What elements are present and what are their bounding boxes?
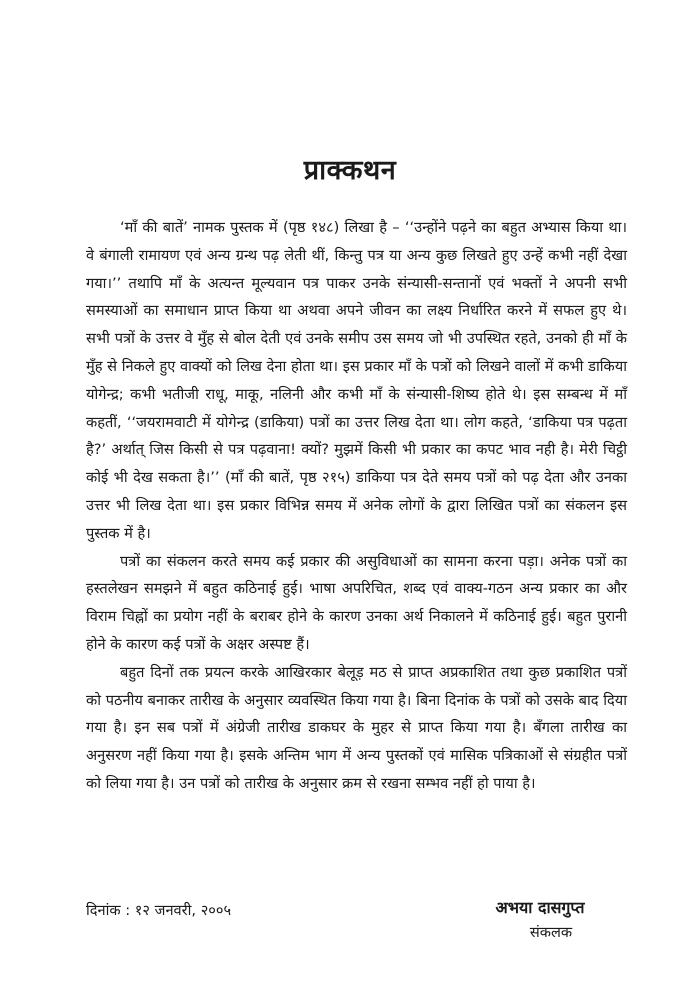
- page-title: प्राक्कथन: [303, 155, 397, 186]
- signature-role: संकलक: [529, 924, 573, 941]
- signature-block: [470, 896, 610, 942]
- preface-body: [86, 214, 627, 798]
- date-line: दिनांक : १२ जनवरी, २००५: [86, 902, 232, 919]
- paragraph-1: ‘माँ की बातें’ नामक पुस्तक में (पृष्ठ १४८) लिखा है – ‘‘उन्होंने पढ़ने का बहुत अभ्यास किया था। वे बंगाली रामायण एवं अन्य ग्रन्थ पढ़ लेती थीं, किन्तु पत्र या अन्य कुछ लिखते हुए उन्हें कभी नहीं देखा गया।’’ तथापि माँ के अत्यन्त मूल्यवान पत्र पाकर उनके संन्यासी-सन्तानों एवं भक्तों ने अपनी सभी समस्याओं का समाधान प्राप्त किया था अथवा अपने जीवन का लक्ष्य निर्धारित करने में सफल हुए थे। सभी पत्रों के उत्तर वे मुँह से बोल देती एवं उनके समीप उस समय जो भी उपस्थित रहते, उनको ही माँ के मुँह से निकले हुए वाक्यों को लिख देना होता था। इस प्रकार माँ के पत्रों को लिखने वालों में कभी डाकिया योगेन्द्र; कभी भतीजी राधू, माकू, नलिनी और कभी माँ के संन्यासी-शिष्य होते थे। इस सम्बन्ध में माँ कहतीं, ‘‘जयरामवाटी में योगेन्द्र (डाकिया) पत्रों का उत्तर लिख देता था। लोग कहते, ‘डाकिया पत्र पढ़ता है?’ अर्थात् जिस किसी से पत्र पढ़वाना! क्यों? मुझमें किसी भी प्रकार का कपट भाव नही है। मेरी चिट्ठी कोई भी देख सकता है।’’ (माँ की बातें, पृष्ठ २१५) डाकिया पत्र देते समय पत्रों को पढ़ देता और उनका उत्तर भी लिख देता था। इस प्रकार विभिन्न समय में अनेक लोगों के द्वारा लिखित पत्रों का संकलन इस पुस्तक में है।: [86, 219, 627, 542]
- paragraph-3: बहुत दिनों तक प्रयत्न करके आखिरकार बेलूड़ मठ से प्राप्त अप्रकाशित तथा कुछ प्रकाशित पत्रों को पठनीय बनाकर तारीख के अनुसार व्यवस्थित किया गया है। बिना दिनांक के पत्रों को उसके बाद दिया गया है। इन सब पत्रों में अंग्रेजी तारीख डाकघर के मुहर से प्राप्त किया गया है। बँगला तारीख का अनुसरण नहीं किया गया है। इसके अन्तिम भाग में अन्य पुस्तकों एवं मासिक पत्रिकाओं से संग्रहीत पत्रों को लिया गया है। उन पत्रों को तारीख के अनुसार क्रम से रखना सम्भव नहीं हो पाया है।: [86, 663, 627, 792]
- paragraph-2: पत्रों का संकलन करते समय कई प्रकार की असुविधाओं का सामना करना पड़ा। अनेक पत्रों का हस्तलेखन समझने में बहुत कठिनाई हुई। भाषा अपरिचित, शब्द एवं वाक्य-गठन अन्य प्रकार का और विराम चिह्नों का प्रयोग नहीं के बराबर होने के कारण उनका अर्थ निकालने में कठिनाई हुई। बहुत पुरानी होने के कारण कई पत्रों के अक्षर अस्पष्ट हैं।: [86, 552, 627, 653]
- signature-name: अभया दासगुप्त: [495, 898, 585, 917]
